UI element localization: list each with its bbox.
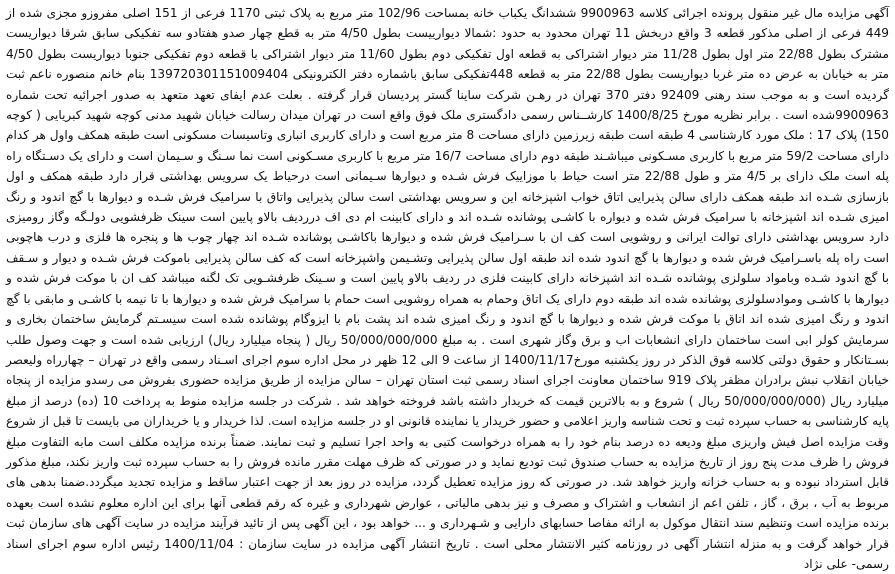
auction-notice-text: آگهی مزایده مال غیر منقول پرونده اجرائی کلاسه 9900963 ششدانگ یکباب خانه بمساحت 102/96 متر مربع به پلاک ثبتی 1170 فرعی از 151 اصلی مفروزو مجزی شده از 449 فرعی از اصلی مذکور قطعه 3 واقع دربخش 11 تهران محدود به حدود :شمالا دیوارییست بطول 4/50 متر به قطع چهار صدو هفتادو سه تفکیکی سابق شرقا دیواریست مشترک بطول 22/88 متر اول بطول 11/28 متر دیوار اشتراکی به قطعه اول تفکیکی دوم بطول 11/60 متر دیوار اشتراکی با قطعه دوم تفکیکی جنوبا دیواریست بطول 4/50 متر به خیابان به عرض ده متر غربا دیواریست بطول 22/88 متر به قطعه 448تفکیکی سابق باشماره دفتر الکترونیکی 13972030115100940​4 بنام خانم منصوره ناعم ثبت گردیده است و به موجب سند رهنی 92409 دفتر 370 تهران در رهـن شرکت ساینا گستر پردیسان قرار گرفته . بعلت عدم ایفای تعهد متعهد به صدور اجرائیه تحت شماره 9900963شده است . برابر نظریه مورخ 1400/8/25 کارشــناس رسمی دادگستری ملک فوق واقع است در تهران میدان رسالت خیابان شهید مدنی کوچه شهید کبریایی ( کوچه 150) پلاک 17 : ملک مورد کارشناسی 4 طبقه است طبقه زیرزمین دارای مساحت 8 متر مربع است و دارای کاربری انباری وتاسیسات مسکونی است طبقه همکف واول هر کدام دارای مساحت 59/2 متر مربع با کاربری مسـکونی میباشـند طبقه دوم دارای مساحت 16/7 متر مربع با کاربری مسـکونی است نما سـنگ و سـیمان است و دارای یک دسـتگاه راه پله است ملک دارای بر 4/5 متر و طول 22/88 متر است حیاط با موزاییک فرش شـده و دیوارها سـیمانی است درحیاط یک سرویس بهداشتی قرار دارد طبقه همکف و اول بازسازی شـده اند طبقه همکف دارای سالن پذیرایی اتاق خواب اشپزخانه این و سرویس بهداشتی است سالن پذیرایی واتاق با سرامیک فرش شـده و دیوارها با گچ اندود و رنگ امیزی شـده اند اشپزخانه با سرامیک فرش شده و دیواره با کاشـی پوشانده شـده اند و دارای کابینت ام دی اف درردیف بالاو پایین است سینک ظرفشویی دولـگه وگاز رومیزی دارد سرویس بهداشتی دارای توالت ایرانی و روشویی است کف ان با سـرامیک فرش شده و دیوارها باکاشـی پوشانده شـده اند چهار چوب ها و پنجره ها فلزی و درب هاچوبی است راه پله باسـرامیک فرش شده و دیوارها با گچ اندود شده اند طبقه اول سالن پذیرایی وتشـیمن واشپزخانه است که کف سالن پذیرایی باموکت فرش شـده و دیوار و سـقف با گچ اندود شـده وبامواد سلولزی پوشانده شـده اند اشپزخانه دارای کابینت فلزی در ردیف بالاو پایین است و سـینک ظرفشـویی تک لگنه میباشد کف ان با موکت فرش شده و دیوارها با کاشـی وموادسلولزی پوشانده شده اند طبقه دوم دارای یک اتاق وحمام به همراه روشویی است حمام با سرامیک فرش شده و دیوارها با تا نیمه با کاشـی و مابقی با گچ اندود و رنگ امیزی شده اند اتاق با موکت فرش شده و دیوارها با گچ اندود و رنگ امیزی شده اند پشت بام با ایزوگام پوشانده شده است سیسـتم گرمایش ساختمان بخاری و سرمایش کولر ابی است ساختمان دارای انشعابات اب و برق وگاز شهری است . به مبلغ 50/000/000/000 ریال ( پنجاه میلیارد ریال) ارزیابی شده است و جهت وصول طلب بسـتانکار و حقوق دولتی کلاسه فوق الذکر در روز یکشنبه مورخ1400/11/17 از ساعت 9 الی 12 ظهر در محل اداره سوم اجرای اسـناد رسمی واقع در تهران – چهارراه ولیعصر خیابان انقلاب نبش برادران مظفر پلاک 919 ساختمان معاونت اجرای اسناد رسمی ثبت استان تهران – سالن مزایده از طریق مزایده حضوری بفروش می رسدو مزایده از پنجاه میلیارد ریال (50/000/000/000 ریال ) شروع و به بالاترین قیمت که خریدار داشته باشد فروخته خواهد شد . شرکت در جلسه مزایده منوط به پرداخت 10 (ده) درصد از مبلغ پایه کارشناسی به حساب سپرده ثبت و تحت شناسه واریز اعلامی و حضور خریدار یا نماینده قانونی او در جلسه مزایده است. لذا خریدار و یا خریداران می بایست تا قبل از شروع وقت مزایده اصل فیش واریزی مبلغ ودیعه ده درصد بنام خود را به همراه درخواست کتبی به واحد اجرا تسلیم و ثبت نمایند. ضمناً برنده مزایده مکلف است مابه التفاوت مبلغ فروش را ظرف مدت پنج روز از تاریخ مزایده به حساب صندوق ثبت تودیع نماید و در صورتی که ظرف مهلت مقرر مانده فروش را به حساب سپرده ثبت واریز نکند، مبلغ مذکور قابل استرداد نبوده و به حساب خزانه واریز خواهد شد. در صورتی که روز مزایده تعطیل گردد، مزایده در روز بعد از جهت اعتبار ساقط و مزایده تجدید میگردد.ضمنا بدهی های مربوط به آب ، برق ، گاز ، تلفن اعم از انشعاب و اشتراک و مصرف و نیز بدهی مالیاتی ، عوارض شهرداری و غیره که رقم قطعی آنها برای این اداره معلوم نشده است بعهده برنده مزایده است وتنظیم سند انتقال موکول به ارائه مفاصا حسابهای دارایی و شـهرداری و ... خواهد بود ، این آگهی پس از تائید فرآیند مزایده در سایت آگهی های سازمان ثبت قرار خواهد گرفت و به منزله انتشار آگهی در روزنامه کثیر الانتشار محلی است . تاریخ انتشار آگهی مزایده در سایت سازمان : 1400/11/04 رئیس اداره سوم اجرای اسناد رسمی- علی نژاد <box>6 6 890 571</box>
